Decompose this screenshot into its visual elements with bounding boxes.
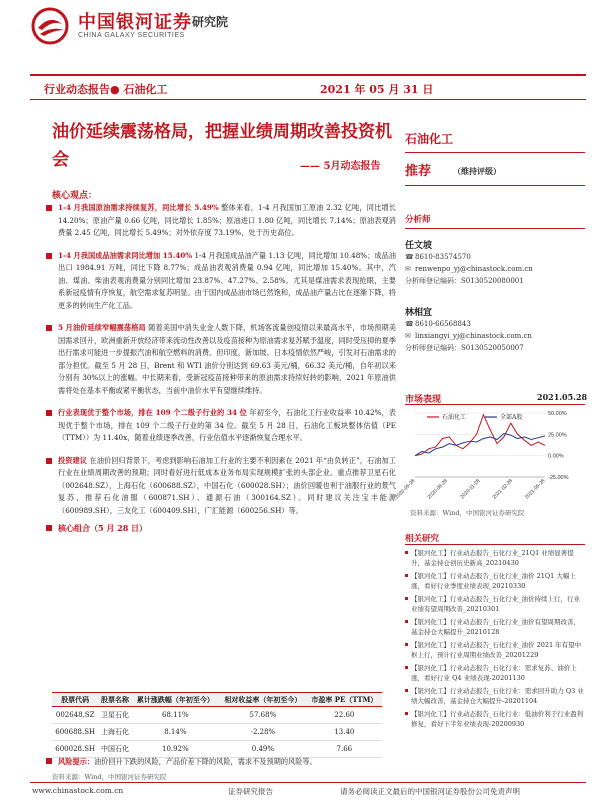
logo-text-en: CHINA GALAXY SECURITIES (78, 32, 185, 39)
y-tick-label: 25.00% (548, 432, 567, 439)
table-cell: 57.68% (219, 707, 307, 724)
x-tick-label: 2021-05-28 (524, 478, 547, 501)
table-header: 累计涨跌幅（年初至今） (132, 693, 220, 707)
rating: 推荐 (405, 164, 432, 179)
report-link[interactable]: 【银河化工】行业动态报告_石化行业_油价 2021 年有望中枢上行，预计行业周期业绩改善_20201229 (411, 641, 582, 659)
bullet-icon (405, 689, 408, 692)
page-header (0, 0, 600, 60)
list-item (44, 407, 396, 445)
table-cell: 13.40 (307, 724, 382, 741)
analyst-name: 林相宜 (405, 308, 433, 318)
report-date: 2021 年 05 月 31 日 (320, 83, 434, 96)
bullet-icon (405, 597, 408, 600)
analyst-name: 任文坡 (405, 241, 433, 251)
analyst-phone: 8610-66568843 (415, 320, 471, 328)
bullet-text: 1-4 月我国成品油产量 1.13 亿吨，同比增加 10.48%；成品油出口 1984.91 万吨，同比下降 8.77%；成品油表观消费量 0.94 亿吨，同比增加 15.40%。其中，汽油、煤油、柴油表观消费量分别同比增加 23.87%、47.27%、2.58%。尤其是煤油需求表现抢眼，主要系新冠疫情有序恢复，航空需求复苏明显。由于国内成品油市场已然饱和，成品油产量占比在逐渐下降，将更多的转向生产化工品。 (58, 250, 396, 310)
portfolio-table (52, 692, 382, 758)
footer-website[interactable]: www.chinastock.com.cn (32, 786, 124, 795)
table-cell: 68.11% (132, 707, 220, 724)
analyst-email[interactable]: renwenpo_yj@chinastock.com.cn (415, 265, 533, 273)
rating-note: （维持评级） (453, 166, 501, 176)
y-tick-label: 50.00% (548, 411, 567, 417)
market-performance-heading: 市场表现 (405, 395, 442, 405)
bullet-lead: 1-4 月我国成品油需求同比增加 15.40% (58, 250, 193, 260)
risk-warning (44, 756, 396, 767)
bullet-icon (405, 712, 408, 715)
analyst-cert: 分析师登记编码：S0130520080001 (405, 277, 524, 285)
list-item (44, 250, 396, 313)
bullet-icon (46, 758, 52, 764)
list-item[interactable] (405, 640, 585, 660)
table-cell: 7.66 (307, 741, 382, 758)
report-subtitle: —— 5月动态报告 (300, 161, 381, 172)
list-item[interactable] (405, 617, 585, 637)
table-cell: 002648.SZ (52, 707, 98, 724)
list-item[interactable] (405, 709, 585, 729)
report-link[interactable]: 【银河化工】行业动态报告_石化行业_油价 21Q1 大幅上涨，看好行业季度业绩表现_20210330 (411, 572, 576, 590)
table-cell: 10.92% (132, 741, 220, 758)
analyst-heading: 分析师 (405, 215, 431, 225)
table-cell: 0.49% (219, 741, 307, 758)
x-tick-label: 2020-11-28 (459, 478, 482, 501)
table-cell: 600688.SH (52, 724, 98, 741)
list-item[interactable] (405, 663, 585, 683)
table-row (52, 741, 382, 758)
y-tick-label: 0.00% (548, 453, 564, 460)
x-tick-label: 2020-08-28 (426, 478, 449, 501)
email-icon: ✉ (405, 332, 411, 340)
y-tick-label: -25.00% (548, 475, 569, 481)
table-row (52, 707, 382, 724)
bullet-icon (405, 574, 408, 577)
bullet-icon (405, 620, 408, 623)
galaxy-logo-icon (30, 6, 70, 46)
table-header: 股票名称 (98, 693, 131, 707)
related-research-heading: 相关研究 (405, 534, 440, 544)
bullet-text: 年初至今，石油化工行业收益率 10.42%，表现优于整个市场，排在 109 个二级子行业的第 34 位。截至 5 月 28 日，石油化工板块整体估值（PE（TTM））为 11.40x，随着业绩逐季改善，行业估值水平逐渐恢复合理水平。 (58, 408, 396, 442)
table-header-row (52, 693, 382, 707)
portfolio-heading (44, 523, 396, 534)
report-link[interactable]: 【银河化工】行业动态报告_石化行业：低油价利于行业盈利修复，看好下半年业绩表现-20200930 (411, 710, 584, 728)
analyst-phone-row (405, 251, 533, 263)
divider (405, 185, 585, 186)
related-research-list (405, 548, 585, 732)
x-tick-label: 2020-05-28 (394, 478, 417, 501)
x-tick-label: 2021-02-28 (491, 478, 514, 501)
analyst-phone-row (405, 318, 532, 330)
footer-label: 证券研究报告 (228, 787, 273, 796)
chart-source: 资料来源：Wind，中国银河证券研究院 (410, 509, 525, 517)
list-item (44, 202, 396, 240)
list-item[interactable] (405, 548, 585, 568)
bullet-lead: 5 月油价延续窄幅震荡格局 (58, 323, 146, 332)
list-item (44, 455, 396, 518)
phone-icon: ☎ (405, 253, 414, 261)
sector-name: 石油化工 (405, 132, 454, 146)
bullet-icon (405, 666, 408, 669)
bullet-text: 整体来看，1-4 月我国加工原油 2.32 亿吨，同比增长 14.20%；原油产量 0.66 亿吨，同比增长 1.85%；原油进口 1.80 亿吨，同比增长 7.14%；原油表观消费量 2.45 亿吨，同比增长 5.49%；对外依存度 73.19%，处于历史高位。 (58, 203, 397, 237)
legend-label: 全部A股 (500, 414, 523, 421)
analyst-cert: 分析师登记编码：S0130520050007 (405, 344, 524, 352)
market-performance-date: 2021.05.28 (537, 392, 588, 402)
report-title: 油价延续震荡格局，把握业绩周期改善投资机会 (52, 122, 392, 170)
analyst-contact (405, 318, 532, 354)
table-header: 相对收益率（年初至今） (219, 693, 307, 707)
report-link[interactable]: 【银河化工】行业动态报告_石化行业：需求回升助力 Q3 业绩大幅改善，基金持仓大幅提升-20201104 (411, 687, 584, 705)
analyst-email-row (405, 263, 533, 275)
table-cell: 8.14% (132, 724, 220, 741)
list-item[interactable] (405, 571, 585, 591)
list-item[interactable] (405, 594, 585, 614)
analyst-email-row (405, 330, 532, 342)
report-link[interactable]: 【银河化工】行业动态报告_石化行业_油价有望周期改善，基金持仓大幅提升_20210128 (411, 618, 580, 636)
footer-disclaimer: 请务必阅读正文最后的中国银河证券股份公司免责声明 (340, 787, 520, 796)
list-item (44, 322, 396, 397)
table-cell: 600028.SH (52, 741, 98, 758)
bullet-icon (405, 551, 408, 554)
institute-label: 研究院 (192, 15, 229, 29)
legend-label: 石油化工 (442, 414, 467, 421)
logo-text-cn: 中国银河证券 (78, 12, 192, 33)
report-link[interactable]: 【银河化工】行业动态报告_石化行业_21Q1 业绩显著提升，基金持仓创历史新高_20210430 (411, 549, 574, 567)
bullet-text: 随着美国中消失业金人数下降，机场客流量创疫情以来最高水平，市场预期美国需求回升，欧洲重新开放经济带来流动性改善以及疫苗接种为原油需求复苏赋予温度，同时受压抑的夏季出行需求可能进一步提振汽油和航空燃料的消费。但印度、新加坡、日本疫情依然严峻，引发对石油需求的部分担忧。截至 5 月 28 日，Brent 和 WTI 油价分别达到 69.63 美元/桶，66.32 美元/桶，自年初以来分别有 30%以上的涨幅。中长期来看，受新冠疫苗接种带来的原油需求持续好转的影响，2021 年原油供需将处在基本平衡或紧平衡状态，当前中油价水平有望继续维持。 (58, 323, 396, 395)
divider (405, 544, 585, 545)
analyst-contact (405, 251, 533, 287)
report-meta-bar (30, 74, 586, 100)
bullet-lead: 投资建议 (58, 455, 88, 465)
core-view-list (44, 202, 396, 538)
core-view-heading: 核心观点： (52, 191, 98, 201)
series-line-all-a-shares (415, 434, 545, 456)
market-performance-chart (394, 405, 585, 505)
bullet-icon (46, 205, 52, 211)
bullet-icon (46, 525, 52, 531)
bullet-icon (405, 643, 408, 646)
report-link[interactable]: 【银河化工】行业动态报告_石化行业_油价持续上行，行业业绩有望周期改善_20210301 (411, 595, 580, 613)
list-item[interactable] (405, 686, 585, 706)
table-cell: 中国石化 (98, 741, 131, 758)
table-header: 股票代码 (52, 693, 98, 707)
bullet-icon (46, 458, 52, 464)
table-cell: 卫星石化 (98, 707, 131, 724)
bullet-icon (46, 253, 52, 259)
table-cell: -2.28% (219, 724, 307, 741)
risk-text: 油价回升下跌的风险，产品价差下降的风险，需求不及预期的风险等。 (93, 757, 317, 766)
report-link[interactable]: 【银河化工】行业动态报告_石化行业：需求复苏、油价上涨，看好行业 Q4 业绩表现-20201130 (411, 664, 577, 682)
divider (405, 228, 585, 229)
table-cell: 22.60 (307, 707, 382, 724)
bullet-icon (46, 410, 52, 416)
risk-lead: 风险提示： (58, 757, 94, 766)
email-icon: ✉ (405, 265, 411, 273)
bullet-text: 在油价回归背景下，考虑到影响石油加工行业的主要不利因素在 2021 年“由负转正”，石油加工行业在业绩周期改善的预期；同时看好进行低成本业务布局实现规模扩张的头部企业。重点推荐卫星石化（002648.SZ），上海石化（600688.SZ），中国石化（600028.SH）；油价回暖也利于油服行业的景气复苏，推荐石化油服（600871.SH）、通源石油（300164.SZ）。同时建议关注宝丰能源（600989.SH），三友化工（600409.SH），广汇能源（600256.SH）等。 (58, 455, 396, 515)
table-header: 市盈率 PE（TTM） (307, 693, 382, 707)
analyst-phone: 8610-83574570 (415, 253, 471, 261)
table-row (52, 724, 382, 741)
phone-icon: ☎ (405, 320, 414, 328)
page-footer (30, 782, 586, 800)
analyst-email[interactable]: linxiangyi_yj@chinastock.com.cn (415, 332, 532, 340)
divider (405, 152, 585, 153)
report-type: 行业动态报告● 石油化工 (44, 83, 168, 96)
bullet-lead: 1-4 月我国原油需求持续复苏，同比增长 5.49% (58, 203, 219, 212)
table-cell: 上海石化 (98, 724, 131, 741)
bullet-icon (46, 325, 52, 331)
table-source: 资料来源：Wind，中国银河证券研究院 (52, 773, 167, 781)
portfolio-heading-text: 核心组合（5 月 28 日） (58, 523, 148, 533)
bullet-lead: 行业表现优于整个市场，排在 109 个二级子行业的 34 位 (58, 408, 247, 417)
